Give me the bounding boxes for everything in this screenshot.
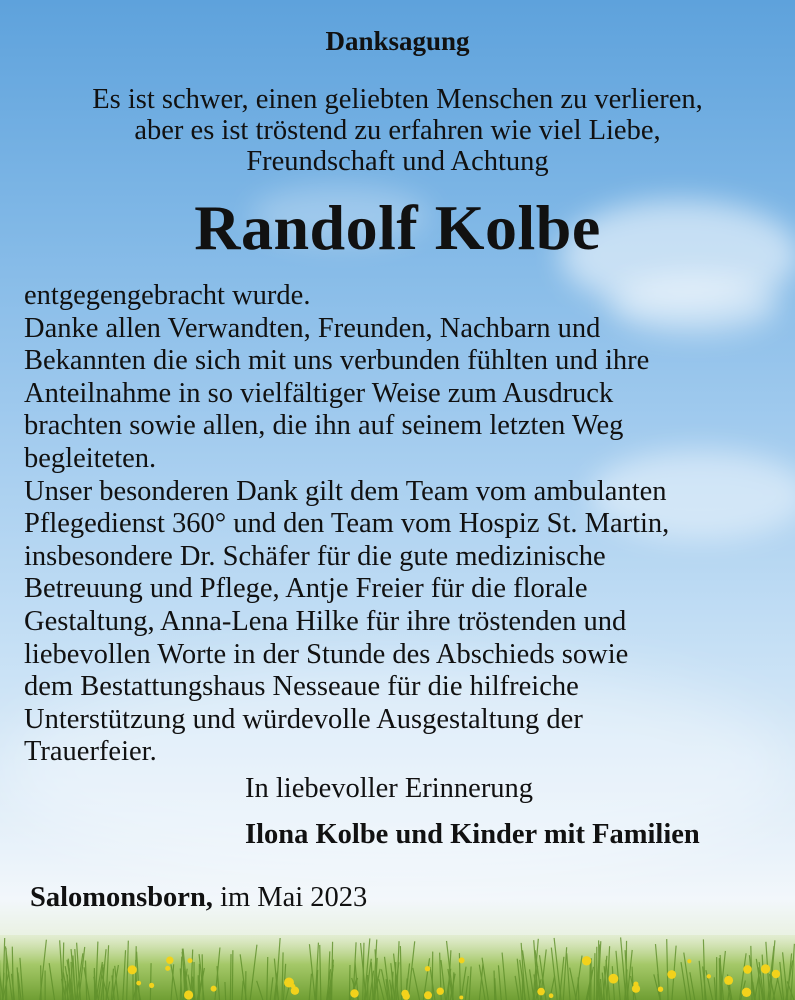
intro-line: aber es ist tröstend zu erfahren wie viel Liebe, — [134, 115, 661, 146]
heading: Danksagung — [325, 26, 470, 56]
flower-decoration — [743, 965, 752, 974]
intro-line: Freundschaft und Achtung — [246, 146, 549, 177]
flower-decoration — [459, 957, 465, 963]
flower-decoration — [609, 974, 619, 984]
flower-decoration — [166, 957, 173, 964]
body-line: Betreuung und Pflege, Antje Freier für die florale — [24, 573, 588, 605]
body-line: entgegengebracht wurde. — [24, 280, 311, 311]
flower-decoration — [211, 986, 217, 992]
grass-blade — [150, 963, 151, 1000]
intro-text — [0, 84, 795, 177]
flower-decoration — [350, 989, 358, 997]
body-line: Danke allen Verwandten, Freunden, Nachbarn und — [24, 312, 601, 344]
body-line: dem Bestattungshaus Nesseaue für die hilfreiche — [24, 671, 579, 703]
flower-decoration — [772, 970, 780, 978]
grass-blade — [230, 954, 231, 1000]
flower-decoration — [687, 959, 691, 963]
flower-decoration — [425, 966, 430, 971]
grass-blade — [578, 977, 579, 1000]
grass-blade — [225, 982, 226, 1000]
flower-decoration — [291, 987, 299, 995]
body-line: Trauerfeier. — [24, 736, 157, 768]
grass-blade — [232, 950, 233, 1000]
flower-decoration — [437, 988, 444, 995]
flower-decoration — [632, 985, 640, 993]
flower-decoration — [742, 988, 751, 997]
body-line: Gestaltung, Anna-Lena Hilke für ihre tröstenden und — [24, 605, 627, 637]
flower-decoration — [165, 966, 170, 971]
body-text — [24, 280, 784, 769]
grass-blade — [432, 952, 433, 1000]
grass-blade — [494, 971, 495, 1000]
closing-phrase: In liebevoller Erinnerung — [245, 773, 534, 804]
place-date-line — [30, 882, 367, 914]
grass-blade — [590, 961, 591, 1000]
body-line: Unterstützung und würdevolle Ausgestaltung der — [24, 703, 583, 735]
flower-decoration — [128, 965, 137, 974]
flower-decoration — [658, 987, 663, 992]
grass-blade — [349, 965, 350, 1000]
flower-decoration — [537, 988, 545, 996]
flower-decoration — [188, 958, 193, 963]
grass-blade — [6, 963, 7, 1000]
flower-decoration — [284, 978, 294, 988]
body-line: insbesondere Dr. Schäfer für die gute medizinische — [24, 540, 606, 572]
flower-decoration — [459, 996, 463, 1000]
flower-decoration — [403, 993, 410, 1000]
flower-decoration — [761, 964, 770, 973]
body-line: Unser besonderen Dank gilt dem Team vom ambulanten — [24, 475, 667, 507]
flower-decoration — [582, 956, 591, 965]
signature: Ilona Kolbe und Kinder mit Familien — [245, 819, 700, 850]
body-line: Pflegedienst 360° und den Team vom Hospiz St. Martin, — [24, 508, 670, 540]
flower-decoration — [184, 990, 193, 999]
body-line: Bekannten die sich mit uns verbunden fühlten und ihre — [24, 345, 650, 377]
body-line: begleiteten. — [24, 442, 157, 474]
intro-line: Es ist schwer, einen geliebten Menschen zu verlieren, — [92, 84, 703, 115]
flower-decoration — [667, 970, 676, 979]
place-name: Salomonsborn, — [30, 882, 213, 913]
deceased-name: Randolf Kolbe — [194, 192, 601, 263]
date-text: im Mai 2023 — [220, 882, 368, 913]
flower-decoration — [136, 981, 141, 986]
flower-decoration — [424, 991, 432, 999]
flower-decoration — [149, 983, 154, 988]
flower-decoration — [724, 976, 733, 985]
body-line: Anteilnahme in so vielfältiger Weise zum Ausdruck — [24, 377, 614, 409]
body-line: liebevollen Worte in der Stunde des Abschieds sowie — [24, 638, 629, 670]
meadow-image — [0, 915, 795, 1000]
flower-decoration — [549, 993, 554, 998]
flower-decoration — [707, 974, 711, 978]
body-line: brachten sowie allen, die ihn auf seinem letzten Weg — [24, 410, 624, 442]
grass-blade — [594, 953, 595, 1000]
